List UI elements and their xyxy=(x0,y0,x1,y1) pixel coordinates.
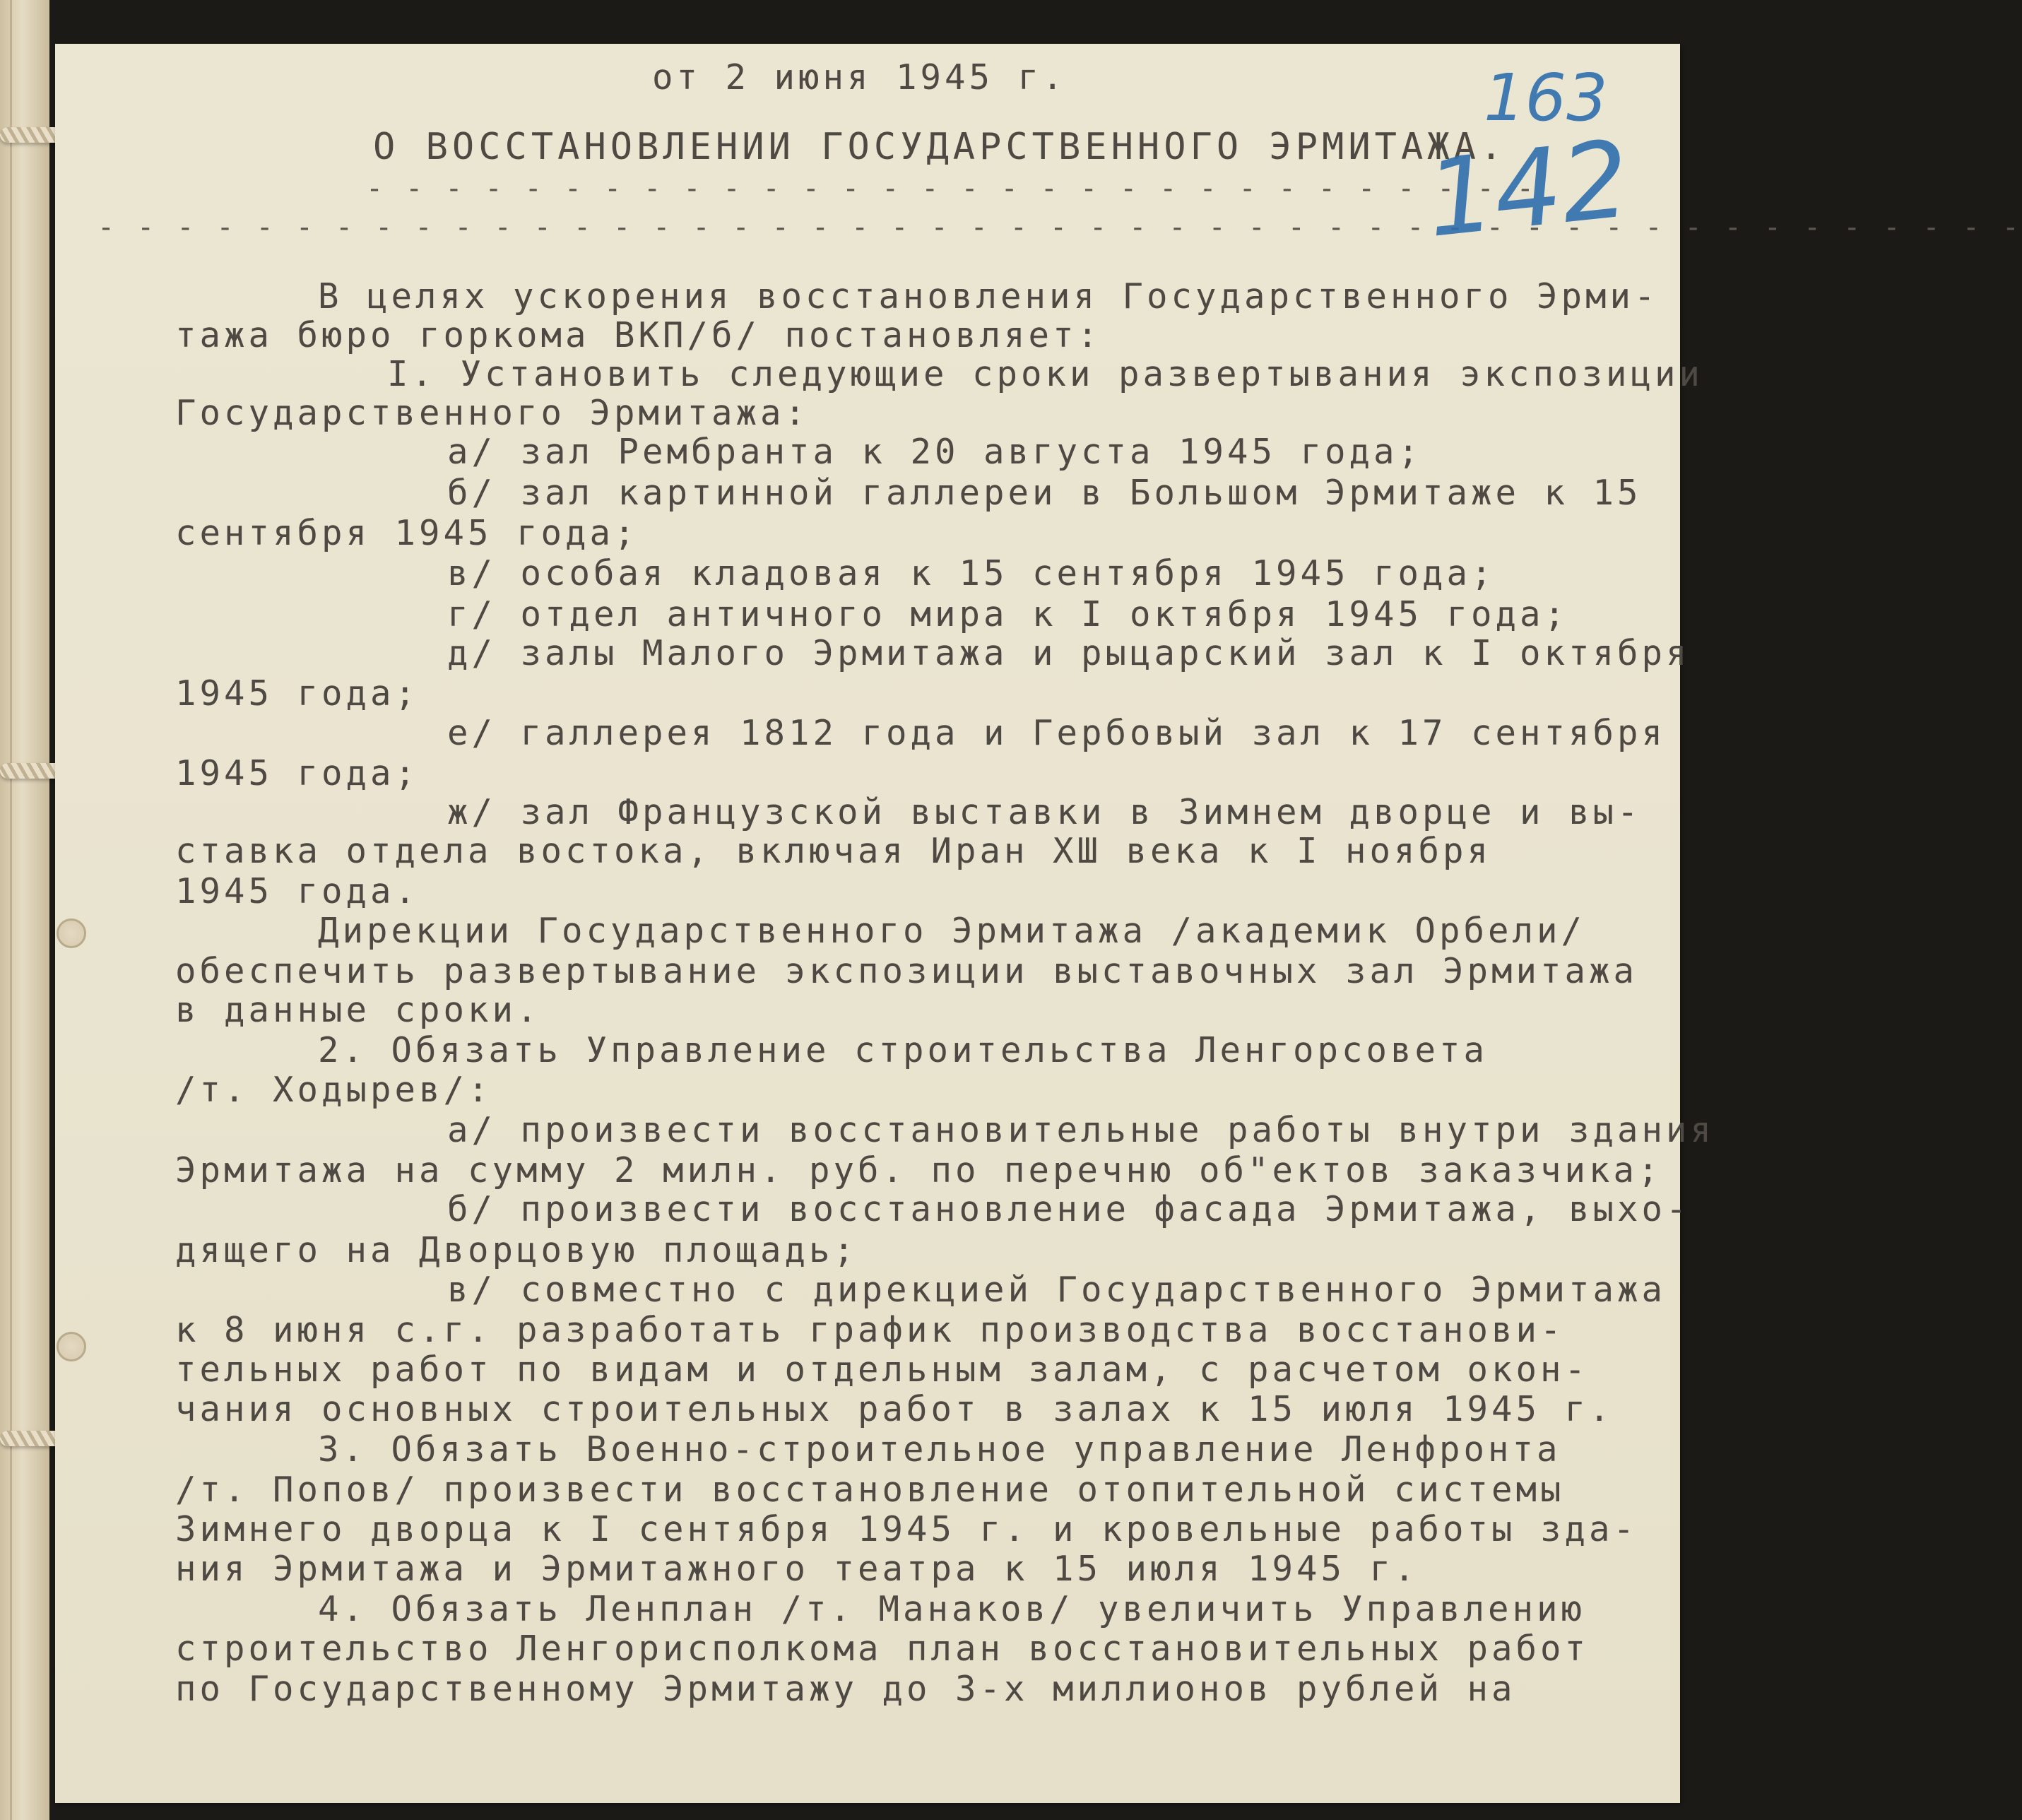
document-line: 1945 года; xyxy=(175,673,420,714)
document-date: от 2 июня 1945 г. xyxy=(652,57,1067,98)
document-line: по Государственному Эрмитажу до 3-х миллионов рублей на xyxy=(175,1669,1516,1709)
document-line: 3. Обязать Военно-строительное управление Ленфронта xyxy=(318,1429,1561,1470)
document-sheet xyxy=(55,44,2022,1803)
document-line: Государственного Эрмитажа: xyxy=(175,393,810,433)
page-stack-edge xyxy=(10,0,12,1820)
document-line: а/ произвести восстановительные работы внутри здания xyxy=(447,1110,1715,1150)
document-line: г/ отдел античного мира к I октября 1945 года; xyxy=(447,594,1569,634)
document-title: О ВОССТАНОВЛЕНИИ ГОСУДАРСТВЕННОГО ЭРМИТАЖА. xyxy=(373,126,1507,168)
document-line: д/ залы Малого Эрмитажа и рыцарский зал к I октября xyxy=(447,633,1691,673)
document-line: I. Установить следующие сроки развертывания экспозиции xyxy=(387,354,1704,394)
document-line: Дирекции Государственного Эрмитажа /академик Орбели/ xyxy=(318,911,1586,951)
document-line: строительство Ленгорисполкома план восстановительных работ xyxy=(175,1629,1590,1669)
document-line: тажа бюро горкома ВКП/б/ постановляет: xyxy=(175,315,1102,355)
document-line: 2. Обязать Управление строительства Ленгорсовета xyxy=(318,1030,1489,1070)
document-line: в/ совместно с дирекцией Государственного Эрмитажа xyxy=(447,1270,1667,1310)
archive-page-number xyxy=(1406,53,1660,279)
document-line: ставка отдела востока, включая Иран ХШ века к I ноября xyxy=(175,831,1492,871)
document-line: 1945 года; xyxy=(175,753,420,793)
document-line: е/ галлерея 1812 года и Гербовый зал к 17 сентября xyxy=(447,713,1667,753)
document-line: к 8 июня с.г. разработать график производства восстанови- xyxy=(175,1310,1565,1350)
document-line: б/ зал картинной галлереи в Большом Эрмитаже к 15 xyxy=(447,473,1642,513)
document-line: в данные сроки. xyxy=(175,990,541,1030)
document-line: /т. Попов/ произвести восстановление отопительной системы xyxy=(175,1470,1565,1510)
document-line: ж/ зал Французской выставки в Зимнем дворце и вы- xyxy=(447,792,1642,832)
document-line: б/ произвести восстановление фасада Эрмитажа, выхо- xyxy=(447,1189,1691,1229)
title-underline: - - - - - - - - - - - - - - - - - - - - - - - - - - - - - - xyxy=(366,172,1537,205)
binder-edge xyxy=(0,0,49,1820)
document-line: сентября 1945 года; xyxy=(175,513,639,553)
document-line: 1945 года. xyxy=(175,871,420,911)
archive-number-top: 163 xyxy=(1484,60,1608,136)
header-separator: - - - - - - - - - - - - - - - - - - - - - - - - - - - - - - - - - - - - - - - - - - - - - - - - - xyxy=(97,211,2022,244)
document-line: дящего на Дворцовую площадь; xyxy=(175,1230,858,1270)
document-line: в/ особая кладовая к 15 сентября 1945 года; xyxy=(447,553,1496,593)
document-line: 4. Обязать Ленплан /т. Манаков/ увеличить Управлению xyxy=(318,1589,1586,1629)
document-line: Эрмитажа на сумму 2 милн. руб. по перечню об"ектов заказчика; xyxy=(175,1150,1662,1190)
document-line: а/ зал Рембранта к 20 августа 1945 года; xyxy=(447,432,1423,472)
document-line: /т. Ходырев/: xyxy=(175,1070,492,1110)
document-line: тельных работ по видам и отдельным залам, с расчетом окон- xyxy=(175,1349,1590,1390)
document-line: В целях ускорения восстановления Государственного Эрми- xyxy=(318,276,1659,317)
document-line: Зимнего дворца к I сентября 1945 г. и кровельные работы зда- xyxy=(175,1509,1638,1549)
archive-number-bottom: 142 xyxy=(1421,117,1636,261)
punch-hole xyxy=(57,1332,86,1361)
document-line: ния Эрмитажа и Эрмитажного театра к 15 июля 1945 г. xyxy=(175,1549,1419,1589)
document-line: обеспечить развертывание экспозиции выставочных зал Эрмитажа xyxy=(175,951,1638,991)
document-line: чания основных строительных работ в залах к 15 июля 1945 г. xyxy=(175,1389,1614,1429)
punch-hole xyxy=(57,918,86,948)
